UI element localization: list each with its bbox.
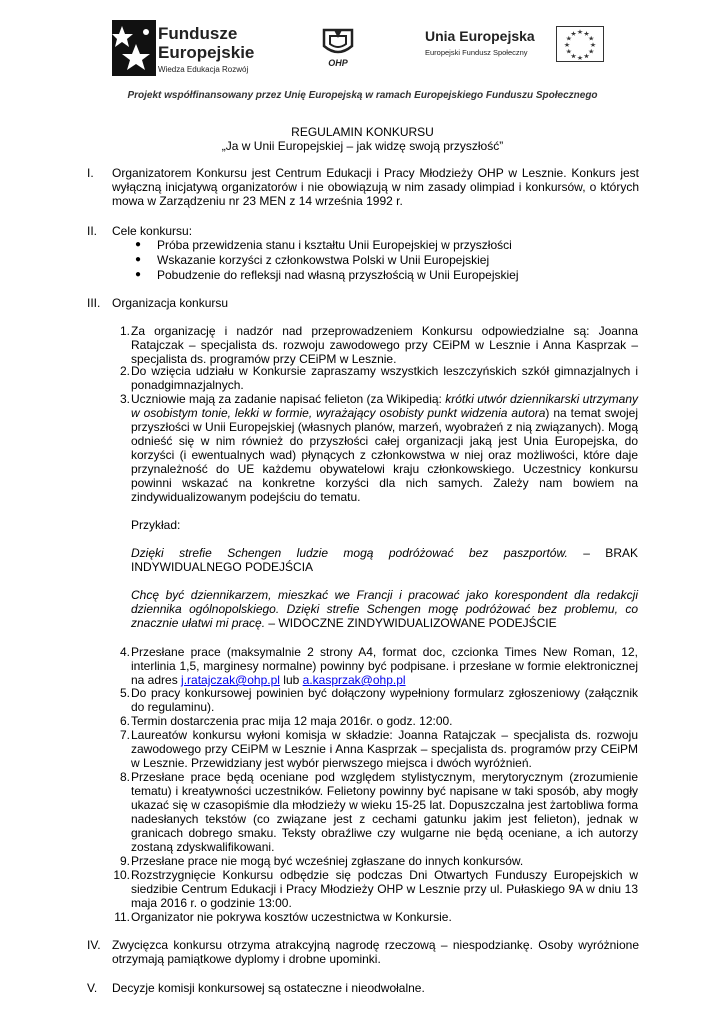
- section-numeral: III.: [87, 296, 101, 310]
- bullet-icon: ●: [135, 269, 142, 280]
- goal-item: Próba przewidzenia stanu i kształtu Unii Europejskiej w przyszłości: [157, 238, 512, 252]
- fe-name-line2: Europejskie: [158, 43, 255, 62]
- example-2: [131, 588, 638, 630]
- ue-name: Unia Europejska: [425, 28, 535, 44]
- item-number: 4.: [119, 645, 130, 659]
- item-number: 2.: [119, 364, 130, 378]
- email-link-ratajczak[interactable]: j.ratajczak@ohp.pl: [181, 673, 280, 687]
- rule-item: Do wzięcia udziału w Konkursie zapraszamy wszystkich leszczyńskich szkół gimnazjalnych i ponadgimnazjalnych.: [131, 364, 638, 392]
- ue-fund-name: Europejski Fundusz Społeczny: [425, 48, 528, 57]
- rule-item: Rozstrzygnięcie Konkursu odbędzie się podczas Dni Otwartych Funduszy Europejskich w siedzibie Centrum Edukacji i Pracy Młodzieży OHP w Lesznie przy ul. Pułaskiego 9A w dniu 13 maja 2016 r. o godzinie 13:00.: [131, 868, 638, 910]
- rule-item-submission: [131, 645, 638, 687]
- section-numeral: II.: [87, 224, 98, 238]
- section-numeral: IV.: [87, 938, 101, 952]
- rule-item: Przesłane prace nie mogą być wcześniej zgłaszane do innych konkursów.: [131, 854, 524, 868]
- item-number: 9.: [119, 854, 130, 868]
- section-prizes: Zwycięzca konkursu otrzyma atrakcyjną nagrodę rzeczową – niespodziankę. Osoby wyróżnione otrzymają pamiątkowe dyplomy i drobne upominki.: [112, 938, 639, 966]
- fe-star-icon: [112, 20, 156, 76]
- section-numeral: V.: [87, 981, 98, 995]
- item-number: 5.: [119, 686, 130, 700]
- ohp-emblem-icon: [316, 26, 360, 60]
- goal-item: Pobudzenie do refleksji nad własną przyszłością w Unii Europejskiej: [157, 268, 519, 282]
- unia-europejska-logo: [425, 28, 535, 57]
- bullet-icon: ●: [135, 239, 142, 250]
- fundusze-europejskie-logo: [112, 20, 282, 76]
- rule-text: Uczniowie mają za zadanie napisać felieton (za Wikipedią:: [131, 392, 446, 406]
- rule-item: Do pracy konkursowej powinien być dołączony wypełniony formularz zgłoszeniowy (załącznik do regulaminu).: [131, 686, 638, 714]
- document-subtitle: „Ja w Unii Europejskiej – jak widzę swoją przyszłość”: [221, 139, 504, 153]
- rule-item: Organizator nie pokrywa kosztów uczestnictwa w Konkursie.: [131, 910, 452, 924]
- example-text: Dzięki strefie Schengen ludzie mogą podróżować bez paszportów.: [131, 546, 568, 560]
- example-label: Przykład:: [131, 518, 181, 532]
- item-number: 10.: [113, 868, 130, 882]
- item-number: 6.: [119, 714, 130, 728]
- rule-item-deadline: Termin dostarczenia prac mija 12 maja 2016r. o godz. 12:00.: [131, 714, 453, 728]
- item-number: 11.: [114, 910, 130, 924]
- wikipedia-definition: krótki utwór dziennikarski utrzymany w osobistym tonie, lekki w formie, wyrażający osobisty punkt widzenia autora: [131, 392, 639, 420]
- fe-name-line1: Fundusze: [158, 24, 238, 43]
- section-organizer: Organizatorem Konkursu jest Centrum Edukacji i Pracy Młodzieży OHP w Lesznie. Konkurs jest wyłączną inicjatywą organizatorów i nie obowiązują w nim zasady olimpiad i konkursów, o których mowa w Zarządzeniu nr 23 MEN z 14 września 1992 r.: [112, 166, 639, 208]
- section-numeral: I.: [87, 166, 94, 180]
- ohp-label: OHP: [328, 58, 348, 68]
- eu-flag-icon: [556, 26, 604, 62]
- fe-tagline: Wiedza Edukacja Rozwój: [158, 65, 249, 74]
- example-tag: – WIDOCZNE ZINDYWIDUALIZOWANE PODEJŚCIE: [265, 616, 557, 630]
- rule-item: Laureatów konkursu wyłoni komisja w składzie: Joanna Ratajczak – specjalista ds. rozwoju zawodowego przy CEiPM w Lesznie i Anna Kasprzak – specjalista ds. programów przy CEiPM w Lesznie. Przewidziany jest wybór pierwszego miejsca i dwóch wyróżnień.: [131, 728, 638, 770]
- cofinancing-banner: Projekt współfinansowany przez Unię Europejską w ramach Europejskiego Funduszu Społecznego: [127, 90, 598, 101]
- rule-text: ) na temat swojej przyszłości w Unii Europejskiej (własnych planów, marzeń, wyobrażeń z nią związanych). Mogą odnieść się w nim również do przyszłości całej organizacji jaką jest Unia Europejska, do korzyści (i ewentualnych wad) płynących z członkowstwa w niej oraz możliwości, które daje przynależność do UE każdemu obywatelowi kraju członkowskiego. Uczestnicy konkursu powinni wskazać na konkretne korzyści dla nich samych. Zależy nam bowiem na zindywidualizowanym podejściu do tematu.: [131, 406, 638, 504]
- rule-text: Przesłane prace (maksymalnie 2 strony A4, format doc, czcionka Times New Roman, 12, interlinia 1,5, marginesy normalne) powinny być podpisane. i przesłane w formie elektronicznej na adres: [131, 645, 638, 687]
- section-organization-heading: Organizacja konkursu: [112, 296, 229, 310]
- item-number: 1.: [119, 324, 130, 338]
- item-number: 8.: [119, 770, 130, 784]
- email-link-kasprzak[interactable]: a.kasprzak@ohp.pl: [302, 673, 406, 687]
- goal-item: Wskazanie korzyści z członkowstwa Polski w Unii Europejskiej: [157, 253, 490, 267]
- example-1: [131, 546, 638, 574]
- rule-item-feuilleton: [131, 392, 638, 504]
- example-text: Chcę być dziennikarzem, mieszkać we Francji i pracować jako korespondent dla redakcji dziennika ogólnopolskiego. Dzięki strefie Schengen mogę podróżować bez problemu, co znacznie ułatwi mi pracę.: [131, 588, 638, 630]
- document-title: REGULAMIN KONKURSU: [291, 125, 434, 139]
- ohp-logo: [316, 26, 360, 72]
- rule-item: Za organizację i nadzór nad przeprowadzeniem Konkursu odpowiedzialne są: Joanna Ratajczak – specjalista ds. rozwoju zawodowego przy CEiPM w Lesznie i Anna Kasprzak – specjalista ds. programów przy CEiPM w Lesznie.: [131, 324, 638, 366]
- item-number: 7.: [119, 728, 130, 742]
- bullet-icon: ●: [135, 254, 142, 265]
- rule-item: Przesłane prace będą oceniane pod względem stylistycznym, merytorycznym (zrozumienie tematu) i kreatywności uczestników. Felietony powinny być napisane w taki sposób, aby mogły ukazać się w czasopiśmie dla młodzieży w wieku 15-25 lat. Dopuszczalna jest żartobliwa forma nadesłanych tekstów (co związane jest z cechami gatunku jakim jest felieton), jednak w granicach dobrego smaku. Teksty obraźliwe czy wulgarne nie będą oceniane, a ich autorzy zostaną zdyskwalifikowani.: [131, 770, 638, 854]
- rule-text: lub: [279, 673, 303, 687]
- example-tag: – BRAK INDYWIDUALNEGO PODEJŚCIA: [131, 546, 638, 574]
- page-header: [0, 0, 725, 110]
- section-goals-heading: Cele konkursu:: [112, 224, 193, 238]
- section-final-decisions: Decyzje komisji konkursowej są ostateczne i nieodwołalne.: [112, 981, 425, 995]
- item-number: 3.: [119, 392, 130, 406]
